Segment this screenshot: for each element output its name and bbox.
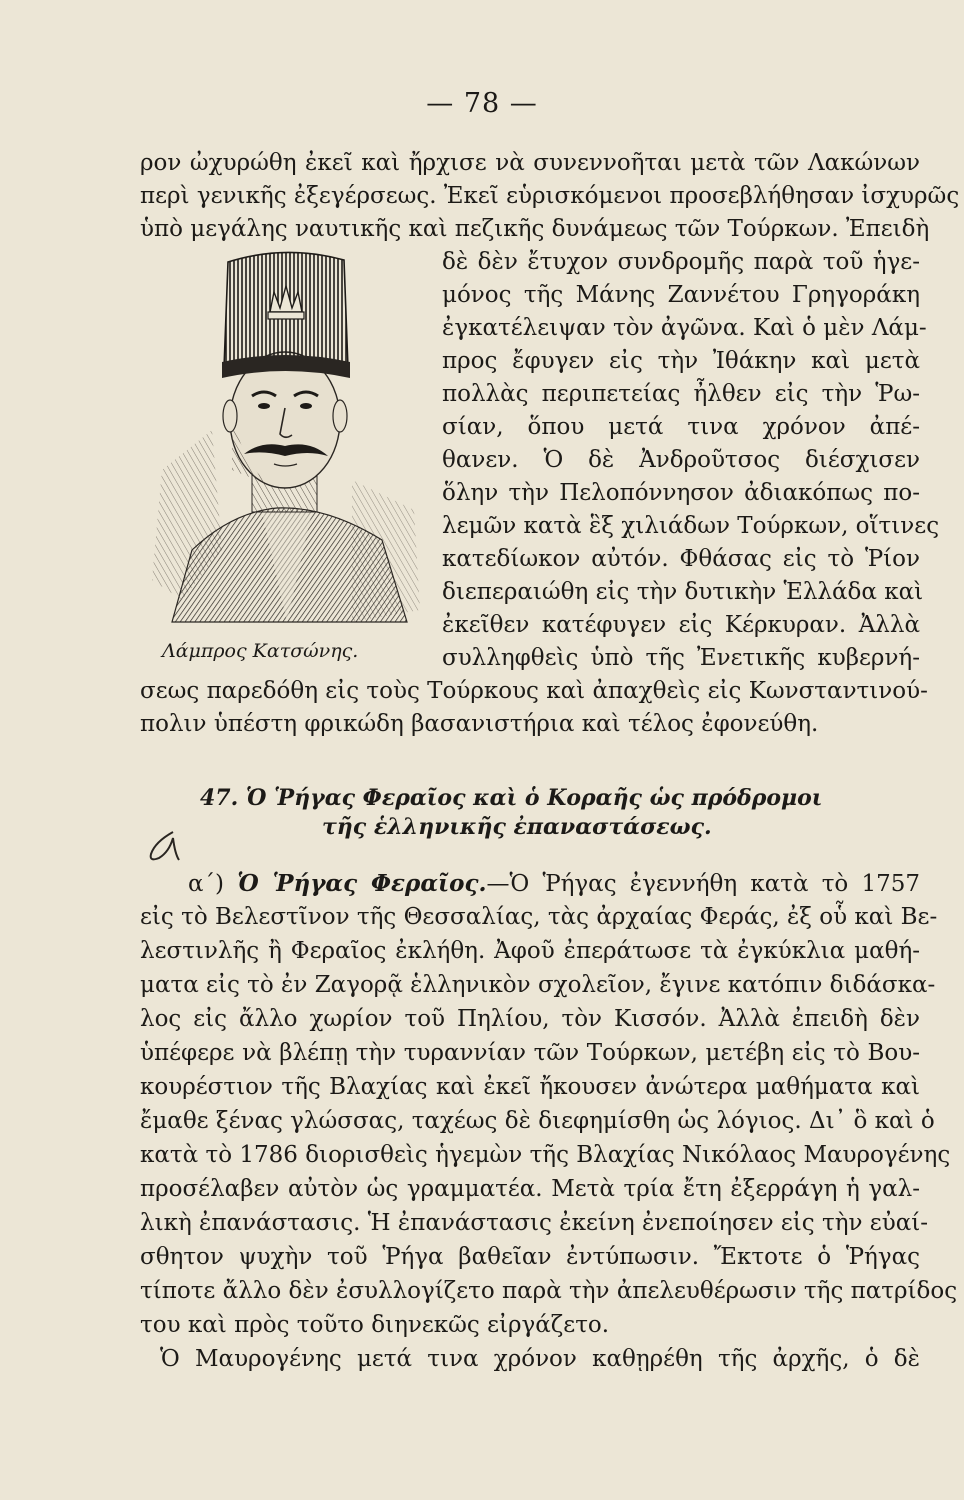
text-line: περὶ γενικῆς ἐξεγέρσεως. Ἐκεῖ εὑρισκόμενοι προσεβλήθησαν ἰσχυρῶς	[140, 183, 960, 209]
text-line: διεπεραιώθη εἰς τὴν δυτικὴν Ἑλλάδα καὶ	[442, 579, 924, 605]
text-line: ματα εἰς τὸ ἐν Ζαγορᾷ ἑλληνικὸν σχολεῖον, ἔγινε κατόπιν διδάσκα-	[140, 972, 936, 998]
text-line: ἔμαθε ξένας γλώσσας, ταχέως δὲ διεφημίσθη ὡς λόγιος. Δι᾽ ὃ καὶ ὁ	[140, 1108, 935, 1134]
text-line: κατεδίωκον αὐτόν. Φθάσας εἰς τὸ Ῥίον	[442, 546, 920, 572]
subsection-title: Ὁ Ῥήγας Φεραῖος.	[237, 870, 487, 897]
portrait-caption: Λάμπρος Κατσώνης.	[162, 640, 359, 662]
text-line: προς ἔφυγεν εἰς τὴν Ἰθάκην καὶ μετὰ	[442, 348, 920, 374]
text-line: σεως παρεδόθη εἰς τοὺς Τούρκους καὶ ἀπαχθεὶς εἰς Κωνσταντινού-	[140, 678, 928, 704]
text-line: πολλὰς περιπετείας ἦλθεν εἰς τὴν Ῥω-	[442, 381, 920, 407]
text-line: σθητον ψυχὴν τοῦ Ῥήγα βαθεῖαν ἐντύπωσιν. Ἔκτοτε ὁ Ῥήγας	[140, 1244, 920, 1270]
text-line: προσέλαβεν αὐτὸν ὡς γραμματέα. Μετὰ τρία ἔτη ἐξερράγη ἡ γαλ-	[140, 1176, 920, 1202]
text-line: ἐγκατέλειψαν τὸν ἀγῶνα. Καὶ ὁ μὲν Λάμ-	[442, 315, 927, 341]
text-line: λεμῶν κατὰ ἓξ χιλιάδων Τούρκων, οἵτινες	[442, 513, 940, 539]
text-line: κατὰ τὸ 1786 διορισθεὶς ἡγεμὼν τῆς Βλαχίας Νικόλαος Μαυρογένης	[140, 1142, 951, 1168]
text-line: ρον ὠχυρώθη ἐκεῖ καὶ ἤρχισε νὰ συνεννοῆται μετὰ τῶν Λακώνων	[140, 150, 920, 176]
text-line: θανεν. Ὁ δὲ Ἀνδροῦτσος διέσχισεν	[442, 447, 920, 473]
text-line: Ὁ Μαυρογένης μετά τινα χρόνον καθῃρέθη τῆς ἀρχῆς, ὁ δὲ	[160, 1346, 920, 1372]
section-heading: 47. Ὁ Ῥήγας Φεραῖος καὶ ὁ Κοραῆς ὡς πρόδρομοι	[200, 785, 823, 811]
text-line: ὑπέφερε νὰ βλέπῃ τὴν τυραννίαν τῶν Τούρκων, μετέβη εἰς τὸ Βου-	[140, 1040, 920, 1066]
text-line: συλληφθεὶς ὑπὸ τῆς Ἐνετικῆς κυβερνή-	[442, 645, 920, 671]
text-line: ὅλην τὴν Πελοπόννησον ἀδιακόπως πο-	[442, 480, 920, 506]
text-line: ὑπὸ μεγάλης ναυτικῆς καὶ πεζικῆς δυνάμεως τῶν Τούρκων. Ἐπειδὴ	[140, 216, 930, 242]
text-fragment: —Ὁ Ῥήγας ἐγεννήθη κατὰ τὸ 1757	[486, 871, 920, 897]
text-line: ἐκεῖθεν κατέφυγεν εἰς Κέρκυραν. Ἀλλὰ	[442, 612, 920, 638]
text-line: λεστινλῆς ἢ Φεραῖος ἐκλήθη. Ἀφοῦ ἐπεράτωσε τὰ ἐγκύκλια μαθή-	[140, 938, 920, 964]
text-line: του καὶ πρὸς τοῦτο διηνεκῶς εἰργάζετο.	[140, 1312, 610, 1338]
text-line: τίποτε ἄλλο δὲν ἐσυλλογίζετο παρὰ τὴν ἀπελευθέρωσιν τῆς πατρίδος	[140, 1278, 958, 1304]
text-line: κουρέστιον τῆς Βλαχίας καὶ ἐκεῖ ἤκουσεν ἀνώτερα μαθήματα καὶ	[140, 1074, 920, 1100]
page-number: — 78 —	[426, 88, 538, 119]
text-line: πολιν ὑπέστη φρικώδη βασανιστήρια καὶ τέλος ἐφονεύθη.	[140, 711, 819, 737]
text-line: δὲ δὲν ἔτυχον συνδρομῆς παρὰ τοῦ ἡγε-	[442, 249, 920, 275]
text-line: λος εἰς ἄλλο χωρίον τοῦ Πηλίου, τὸν Κισσόν. Ἀλλὰ ἐπειδὴ δὲν	[140, 1006, 920, 1032]
text-line: σίαν, ὅπου μετά τινα χρόνον ἀπέ-	[442, 414, 920, 440]
text-line: εἰς τὸ Βελεστῖνον τῆς Θεσσαλίας, τὰς ἀρχαίας Φεράς, ἐξ οὗ καὶ Βε-	[140, 904, 938, 930]
handwritten-margin-mark	[145, 828, 181, 864]
portrait-engraving	[152, 250, 422, 630]
section-heading-continuation: τῆς ἑλληνικῆς ἐπαναστάσεως.	[322, 814, 712, 840]
list-marker: α΄)	[188, 871, 238, 897]
text-line: μόνος τῆς Μάνης Ζαννέτου Γρηγοράκη	[442, 282, 920, 308]
text-line: λικὴ ἐπανάστασις. Ἡ ἐπανάστασις ἐκείνη ἐνεποίησεν εἰς τὴν εὐαί-	[140, 1210, 929, 1236]
text-line	[188, 872, 920, 896]
